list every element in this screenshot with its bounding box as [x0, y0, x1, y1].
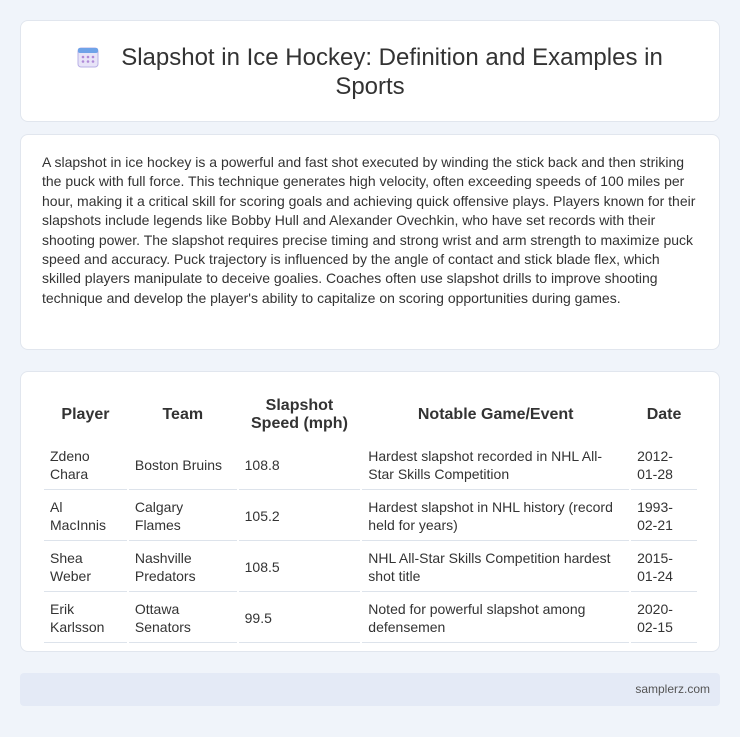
- column-header-player: Player: [61, 406, 110, 423]
- cell-team: Ottawa Senators: [129, 594, 237, 643]
- calendar-icon: [77, 46, 99, 68]
- cell-event: Hardest slapshot in NHL history (record held for years): [362, 492, 629, 541]
- slapshot-table: [42, 389, 699, 645]
- cell-player: Zdeno Chara: [44, 441, 127, 490]
- column-header-speed: Slapshot Speed (mph): [251, 397, 348, 432]
- cell-speed: 108.8: [239, 441, 361, 490]
- cell-speed: 105.2: [239, 492, 361, 541]
- table-header-row: [44, 391, 697, 439]
- cell-speed: 99.5: [239, 594, 361, 643]
- cell-speed: 108.5: [239, 543, 361, 592]
- page-title-text: Slapshot in Ice Hockey: Definition and Examples in Sports: [121, 44, 663, 100]
- description-card: [20, 134, 720, 350]
- cell-event: NHL All-Star Skills Competition hardest shot title: [362, 543, 629, 592]
- cell-date: 2012-01-28: [631, 441, 697, 490]
- cell-event: Noted for powerful slapshot among defensemen: [362, 594, 629, 643]
- cell-player: Erik Karlsson: [44, 594, 127, 643]
- table-row: [44, 492, 697, 541]
- cell-player: Al MacInnis: [44, 492, 127, 541]
- title-card: [20, 20, 720, 122]
- table-card: [20, 371, 720, 652]
- cell-team: Calgary Flames: [129, 492, 237, 541]
- description-text: A slapshot in ice hockey is a powerful and fast shot executed by winding the stick back and then striking the puck with full force. This technique generates high velocity, often exceeding speeds of 100 miles per hour, making it a critical skill for scoring goals and achieving quick offensive plays. Players known for their slapshots include legends like Bobby Hull and Alexander Ovechkin, who have set records with their shooting power. The slapshot requires precise timing and strong wrist and arm strength to maximize puck speed and accuracy. Puck trajectory is influenced by the angle of contact and stick blade flex, which skilled players manipulate to deceive goalies. Coaches often use slapshot drills to improve shooting technique and develop the player's ability to capitalize on scoring opportunities during games.: [42, 154, 696, 306]
- cell-event: Hardest slapshot recorded in NHL All-Star Skills Competition: [362, 441, 629, 490]
- footer-site-link[interactable]: samplerz.com: [635, 682, 710, 696]
- cell-date: 1993-02-21: [631, 492, 697, 541]
- column-header-team: Team: [162, 406, 204, 423]
- table-row: [44, 594, 697, 643]
- page-title: [61, 43, 679, 101]
- column-header-event: Notable Game/Event: [417, 406, 574, 423]
- cell-player: Shea Weber: [44, 543, 127, 592]
- table-row: [44, 543, 697, 592]
- cell-team: Boston Bruins: [129, 441, 237, 490]
- table-row: [44, 441, 697, 490]
- cell-date: 2015-01-24: [631, 543, 697, 592]
- footer: [20, 673, 720, 706]
- column-header-date: Date: [646, 406, 682, 423]
- cell-team: Nashville Predators: [129, 543, 237, 592]
- cell-date: 2020-02-15: [631, 594, 697, 643]
